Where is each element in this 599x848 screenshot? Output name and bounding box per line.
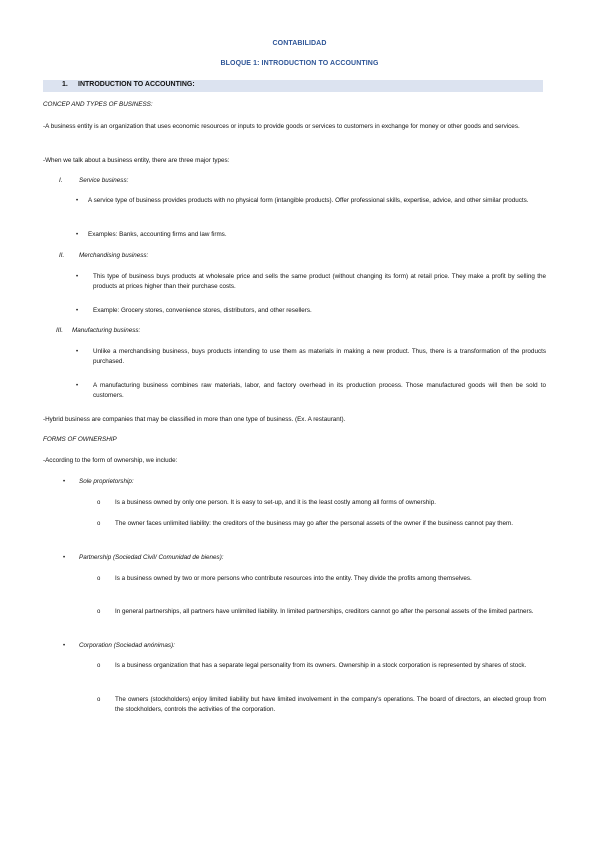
- hybrid-business-paragraph: -Hybrid business are companies that may be classified in more than one type of business. (Ex. A restaurant).: [43, 416, 346, 423]
- ownership-intro: -According to the form of ownership, we include:: [43, 457, 178, 464]
- section-title: INTRODUCTION TO ACCOUNTING:: [78, 81, 195, 88]
- form-name-corporation: Corporation (Sociedad anónimas):: [79, 642, 175, 649]
- bullet-icon: •: [76, 232, 79, 238]
- list-item: Unlike a merchandising business, buys products intending to use them as materials in making a new product. Thus, there is a transformation of the products purchased.: [93, 348, 546, 365]
- list-item: A manufacturing business combines raw materials, labor, and factory overhead in its production process. Those manufactured goods will then be sold to customers.: [93, 382, 546, 399]
- type-name-merchandising: Merchandising business:: [79, 252, 149, 259]
- circle-bullet-icon: o: [97, 609, 101, 615]
- concepts-heading: CONCEP AND TYPES OF BUSINESS:: [43, 101, 153, 108]
- business-entity-paragraph: -A business entity is an organization that uses economic resources or inputs to provide goods or services to customers in exchange for money or other goods and services.: [43, 123, 520, 130]
- bullet-icon: •: [63, 555, 66, 561]
- list-item: Is a business organization that has a separate legal personality from its owners. Ownership in a stock corporation is represented by shares of stock.: [115, 662, 527, 669]
- circle-bullet-icon: o: [97, 663, 101, 669]
- list-item: This type of business buys products at wholesale price and sells the same product (without changing its form) at retail price. They make a profit by selling the products at prices higher than their purchase costs.: [93, 273, 546, 290]
- circle-bullet-icon: o: [97, 697, 101, 703]
- list-item: Examples: Banks, accounting firms and law firms.: [88, 231, 227, 238]
- bullet-icon: •: [63, 643, 66, 649]
- bullet-icon: •: [76, 349, 79, 355]
- form-name-sole-proprietorship: Sole proprietorship:: [79, 478, 134, 485]
- list-item: Example: Grocery stores, convenience stores, distributors, and other resellers.: [93, 307, 312, 314]
- bullet-icon: •: [63, 479, 66, 485]
- circle-bullet-icon: o: [97, 521, 101, 527]
- list-item: Is a business owned by only one person. It is easy to set-up, and it is the least costly among all forms of ownership.: [115, 499, 436, 506]
- bullet-icon: •: [76, 274, 79, 280]
- type-roman-2: II.: [59, 252, 65, 259]
- type-name-service: Service business:: [79, 177, 129, 184]
- list-item: In general partnerships, all partners have unlimited liability. In limited partnerships, creditors cannot go after the personal assets of the limited partners.: [115, 608, 534, 615]
- bullet-icon: •: [76, 198, 79, 204]
- type-roman-1: I.: [59, 177, 63, 184]
- type-name-manufacturing: Manufacturing business:: [72, 327, 141, 334]
- section-heading-bar: [43, 80, 543, 92]
- list-item: Is a business owned by two or more persons who contribute resources into the entity. They divide the profits among themselves.: [115, 575, 472, 582]
- section-number: 1.: [62, 81, 68, 88]
- major-types-paragraph: -When we talk about a business entity, there are three major types:: [43, 157, 230, 164]
- type-roman-3: III.: [56, 327, 63, 334]
- bullet-icon: •: [76, 383, 79, 389]
- list-item: The owner faces unlimited liability: the creditors of the business may go after the personal assets of the owner if the business cannot pay them.: [115, 520, 513, 527]
- list-item: The owners (stockholders) enjoy limited liability but have limited involvement in the company's operations. The board of directors, an elected group from the stockholders, controls the activities of the corporation.: [115, 696, 546, 713]
- block-title: BLOQUE 1: INTRODUCTION TO ACCOUNTING: [220, 60, 379, 67]
- ownership-heading: FORMS OF OWNERSHIP: [43, 436, 117, 443]
- list-item: A service type of business provides products with no physical form (intangible products). Offer professional skills, expertise, advice, and other similar products.: [88, 197, 529, 204]
- form-name-partnership: Partnership (Sociedad Civil/ Comunidad de bienes):: [79, 554, 224, 561]
- bullet-icon: •: [76, 308, 79, 314]
- circle-bullet-icon: o: [97, 500, 101, 506]
- subject-title: CONTABILIDAD: [272, 40, 327, 47]
- circle-bullet-icon: o: [97, 576, 101, 582]
